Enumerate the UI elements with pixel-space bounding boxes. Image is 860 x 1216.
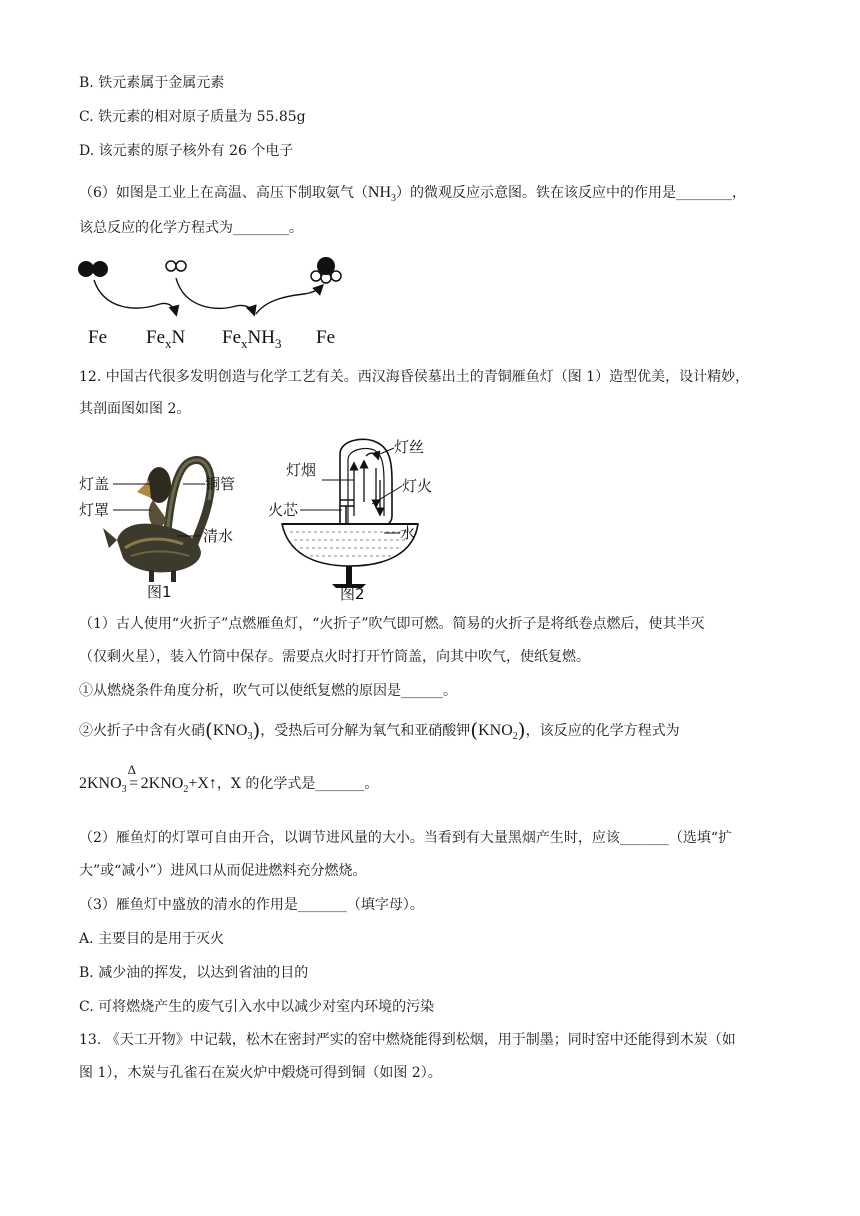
label-lamp-flame: 灯火 <box>402 477 433 495</box>
text: ，该反应的化学方程式为 <box>525 723 680 739</box>
text: ②火折子中含有火硝 <box>79 723 205 739</box>
subquestion-6-line2: 该总反应的化学方程式为________。 <box>79 220 303 236</box>
option-b: B. 铁元素属于金属元素 <box>79 75 225 91</box>
heat-equals-sign: Δ = <box>127 762 139 792</box>
formula-main: KNO <box>212 722 248 739</box>
product: 2KNO <box>140 775 184 792</box>
formula-sub: 3 <box>391 193 397 204</box>
reactant: 2KNO <box>79 775 122 792</box>
nh3-molecule-icon <box>311 257 341 283</box>
q12-part2-line2: 大”或“减小”）进风口从而促进燃料充分燃烧。 <box>79 863 367 879</box>
paren-open: ( <box>470 718 479 742</box>
paren-close: ) <box>517 718 526 742</box>
formula-sub: 3 <box>247 731 253 742</box>
ammonia-reaction-diagram <box>76 252 356 352</box>
q13-line1: 13. 《天工开物》中记载，松木在密封严实的窑中燃烧能得到松烟，用于制墨；同时窑中还能得到木炭（如 <box>79 1032 736 1048</box>
formula-kno2 <box>478 722 518 742</box>
q12-option-a: A. 主要目的是用于灭火 <box>79 931 225 947</box>
q13-line2: 图 1），木炭与孔雀石在炭火炉中煅烧可得到铜（如图 2）。 <box>79 1065 442 1081</box>
reactant-sub: 3 <box>121 784 127 795</box>
q12-equation-line <box>79 762 379 800</box>
q12-intro-line2: 其剖面图如图 2。 <box>79 401 191 417</box>
h2-molecule-icon <box>166 261 186 271</box>
figure-1-caption: 图1 <box>147 583 172 601</box>
formula-nh3 <box>367 184 397 204</box>
q12-part3: （3）雁鱼灯中盛放的清水的作用是_______（填字母）。 <box>79 897 424 913</box>
q12-intro-line1: 12. 中国古代很多发明创造与化学工艺有关。西汉海昏侯墓出土的青铜雁鱼灯（图 1）造型优美，设计精妙， <box>79 369 750 385</box>
text: ，X 的化学式是_______。 <box>216 776 379 792</box>
figure-1-goose-fish-lamp <box>79 440 249 602</box>
label-water: 水 <box>400 524 416 542</box>
label-lamp-shade: 灯罩 <box>79 501 110 519</box>
subquestion-6-line1 <box>79 183 746 209</box>
label-fexnh3: $Fe_xNH_3$ <box>222 327 282 351</box>
label-filament: 灯丝 <box>394 438 425 456</box>
q12-part1-line2: （仅剩火星），装入竹筒中保存。需要点火时打开竹筒盖，向其中吹气，使纸复燃。 <box>79 649 590 665</box>
option-d: D. 该元素的原子核外有 26 个电子 <box>79 143 294 159</box>
reaction-arrow-2 <box>176 278 254 314</box>
q12-option-c: C. 可将燃烧产生的废气引入水中以减少对室内环境的污染 <box>79 999 435 1015</box>
formula-sub: 2 <box>512 731 518 742</box>
delta-symbol: Δ <box>127 762 137 777</box>
label-fe-1: Fe <box>88 327 107 348</box>
reaction-arrow-1 <box>94 280 176 314</box>
label-wick: 火芯 <box>268 501 299 519</box>
label-fexn: $Fe_xN$ <box>146 327 186 351</box>
chemical-equation <box>79 762 217 795</box>
product-x: +X↑ <box>188 775 217 792</box>
label-copper-tube: 铜管 <box>205 475 236 493</box>
q12-part1-question1: ①从燃烧条件角度分析，吹气可以使纸复燃的原因是______。 <box>79 683 457 699</box>
label-lamp-lid: 灯盖 <box>79 475 110 493</box>
text: （6）如图是工业上在高温、高压下制取氨气（ <box>79 185 368 201</box>
paren-open: ( <box>205 718 213 742</box>
formula-main: KNO <box>478 722 513 739</box>
option-c: C. 铁元素的相对原子质量为 55.85g <box>79 109 306 125</box>
label-lamp-smoke: 灯烟 <box>286 461 317 479</box>
label-fe-2: Fe <box>316 327 335 348</box>
text: ）的微观反应示意图。铁在该反应中的作用是________， <box>396 185 747 201</box>
text: ，受热后可分解为氧气和亚硝酸钾 <box>260 723 471 739</box>
q12-part1-line1: （1）古人使用“火折子”点燃雁鱼灯，“火折子”吹气即可燃。简易的火折子是将纸卷点燃后，使其半灭 <box>79 616 705 632</box>
paren-close: ) <box>252 718 261 742</box>
figure-2-caption: 图2 <box>340 585 365 602</box>
q12-part1-question2 <box>79 720 680 747</box>
q12-part2-line1: （2）雁鱼灯的灯罩可自由开合，以调节进风量的大小。当看到有大量黑烟产生时，应该_______（选填“扩 <box>79 830 733 846</box>
label-clear-water: 清水 <box>203 527 234 545</box>
formula-kno3 <box>212 722 253 742</box>
product-sub: 2 <box>183 784 189 795</box>
q12-option-b: B. 减少油的挥发，以达到省油的目的 <box>79 965 309 981</box>
figure-2-cross-section <box>268 432 438 602</box>
n2-molecule-icon <box>78 261 108 277</box>
formula-main: NH <box>367 184 392 201</box>
reaction-arrow-3 <box>256 286 322 314</box>
